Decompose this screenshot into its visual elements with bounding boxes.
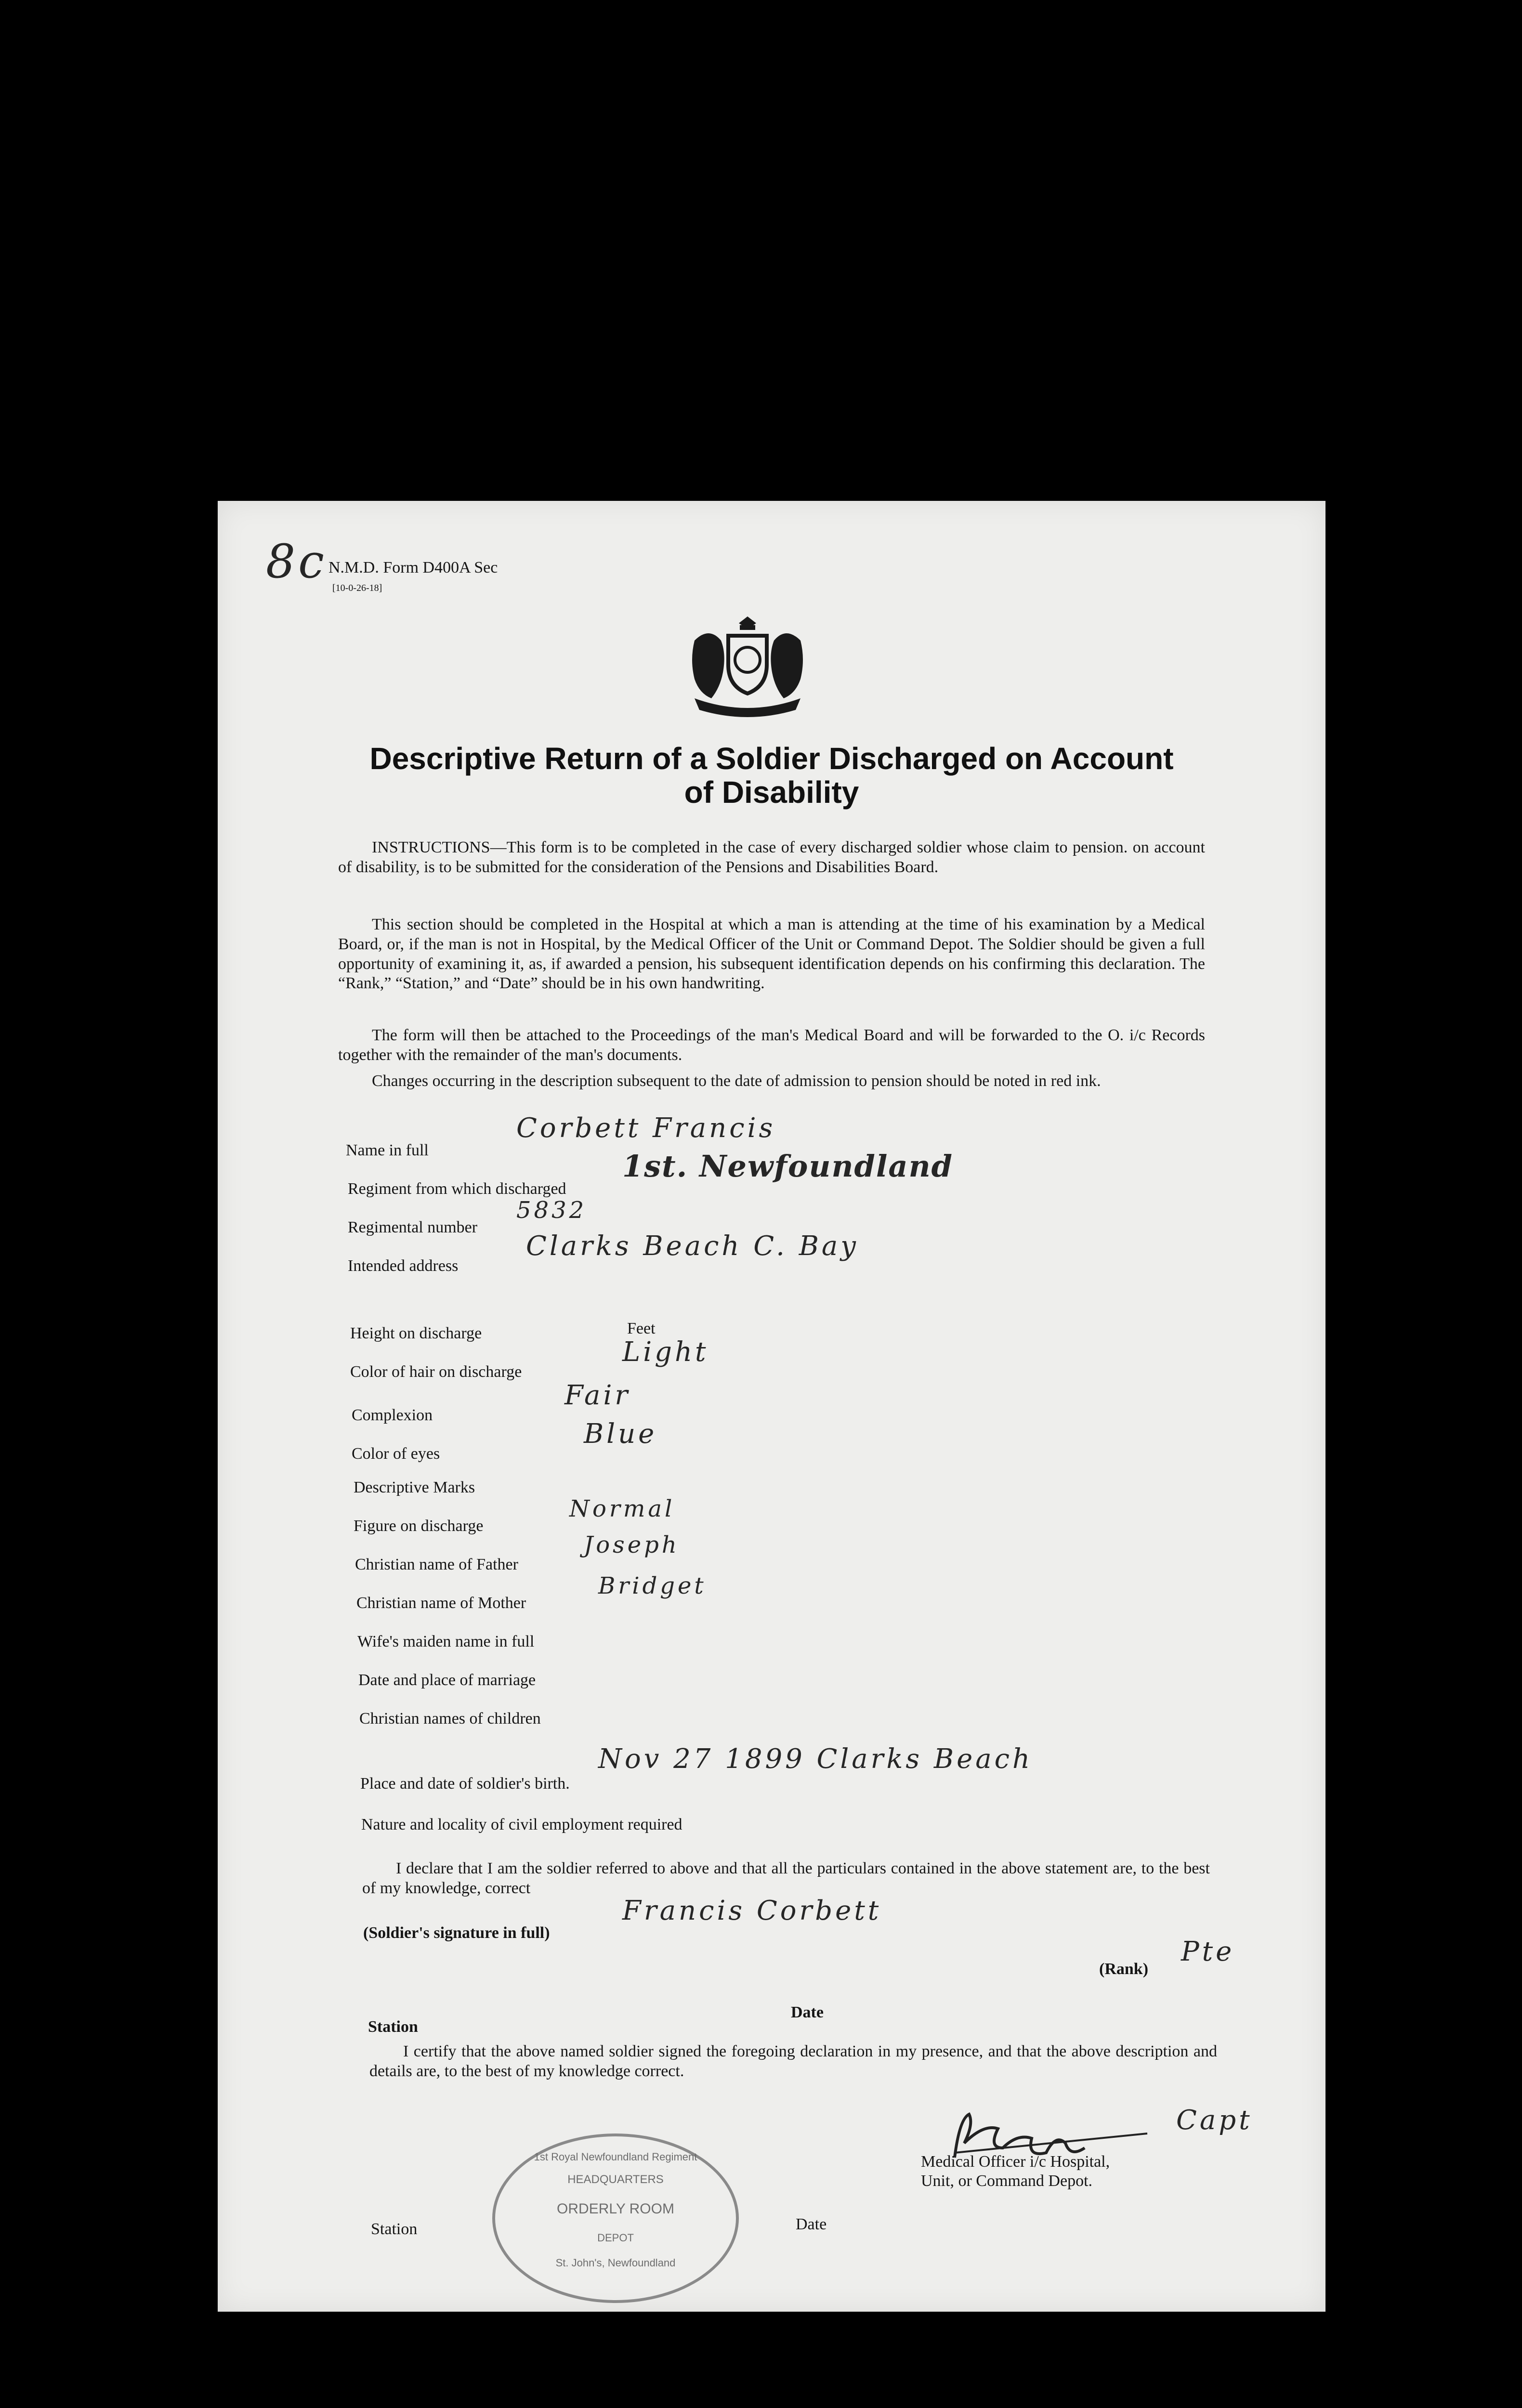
field-value-birth: Nov 27 1899 Clarks Beach — [598, 1743, 1033, 1775]
form-title-line-2: of Disability — [684, 775, 859, 810]
instructions-para-3: The form will then be attached to the Proceedings of the man's Medical Board and will be forwarded to the O. i/c Records together with the remainder of the man's documents. — [338, 1026, 1205, 1064]
field-label-eyes: Color of eyes — [352, 1445, 440, 1463]
field-label-descriptive-marks: Descriptive Marks — [354, 1479, 475, 1496]
coat-of-arms-emblem — [675, 612, 820, 718]
stamp-line-3: DEPOT — [597, 2232, 634, 2244]
officer-label-line-1: Medical Officer i/c Hospital, — [921, 2153, 1110, 2171]
field-label-height: Height on discharge — [350, 1324, 482, 1342]
field-value-eyes: Blue — [584, 1418, 657, 1450]
form-number: N.M.D. Form D400A Sec — [328, 559, 498, 576]
field-label-regiment: Regiment from which discharged — [348, 1180, 566, 1198]
field-value-complexion: Fair — [564, 1380, 631, 1411]
field-value-intended-address: Clarks Beach C. Bay — [526, 1230, 859, 1262]
document-page — [218, 501, 1325, 2312]
field-value-mother: Bridget — [598, 1572, 707, 1599]
field-label-figure: Figure on discharge — [354, 1517, 484, 1535]
field-label-father: Christian name of Father — [355, 1556, 518, 1573]
field-label-marriage: Date and place of marriage — [358, 1671, 536, 1689]
field-label-mother: Christian name of Mother — [356, 1594, 526, 1612]
field-value-hair: Light — [622, 1336, 709, 1368]
field-label-intended-address: Intended address — [348, 1257, 459, 1275]
field-label-regimental-number: Regimental number — [348, 1218, 478, 1236]
soldier-signature: Francis Corbett — [622, 1895, 882, 1926]
instructions-para-2: This section should be completed in the Hospital at which a man is attending at the time of his examination by a Medical Board, or, if the man is not in Hospital, by the Medical Officer of the Unit or Command Depot. The Soldier should be given a full opportunity of examining it, as, if awarded a pension, his subsequent identification depends on his confirming this declaration. The “Rank,” “Station,” and “Date” should be in his own handwriting. — [338, 916, 1205, 993]
field-label-children: Christian names of children — [359, 1710, 541, 1727]
date-label-2: Date — [796, 2215, 827, 2233]
field-value-regiment: 1st. Newfoundland — [622, 1149, 954, 1184]
height-feet-label: Feet — [627, 1320, 656, 1337]
field-value-regimental-number: 5832 — [516, 1197, 587, 1224]
form-title-line-1: Descriptive Return of a Soldier Discharged on Account — [369, 741, 1174, 776]
field-label-birth: Place and date of soldier's birth. — [360, 1775, 570, 1793]
field-label-civil-employment: Nature and locality of civil employment required — [361, 1816, 682, 1833]
instructions-para-1: INSTRUCTIONS—This form is to be completed in the case of every discharged soldier whose claim to pension. on account of disability, is to be submitted for the consideration of the Pensions and Disabilities Board. — [338, 838, 1205, 876]
certify-text: I certify that the above named soldier signed the foregoing declaration in my presence, and that the above description and details are, to the best of my knowledge correct. — [369, 2042, 1217, 2080]
officer-label-line-2: Unit, or Command Depot. — [921, 2172, 1093, 2190]
handwritten-mark: 8c — [266, 535, 327, 589]
rank-value: Pte — [1181, 1936, 1235, 1967]
orderly-room-stamp — [492, 2133, 739, 2303]
rank-label: (Rank) — [1099, 1960, 1149, 1978]
station-label: Station — [368, 2018, 418, 2036]
field-label-wife: Wife's maiden name in full — [357, 1633, 535, 1650]
field-label-name: Name in full — [346, 1141, 429, 1159]
print-code: [10-0-26-18] — [332, 583, 382, 593]
field-value-name: Corbett Francis — [516, 1112, 776, 1144]
soldier-signature-label: (Soldier's signature in full) — [363, 1924, 550, 1942]
date-label: Date — [791, 2003, 824, 2021]
declaration-text: I declare that I am the soldier referred to above and that all the particulars contained in the above statement are, to the best of my knowledge, correct — [362, 1859, 1210, 1897]
field-value-father: Joseph — [584, 1531, 680, 1558]
stamp-top-text: 1st Royal Newfoundland Regiment — [534, 2151, 697, 2163]
field-label-hair: Color of hair on discharge — [350, 1363, 522, 1381]
field-value-figure: Normal — [569, 1495, 675, 1522]
stamp-bottom-text: St. John's, Newfoundland — [555, 2257, 676, 2269]
officer-signature: Capt — [1176, 2105, 1253, 2136]
instructions-para-4: Changes occurring in the description subsequent to the date of admission to pension should be noted in red ink. — [372, 1072, 1101, 1090]
stamp-line-1: HEADQUARTERS — [567, 2173, 664, 2186]
station-label-2: Station — [371, 2220, 418, 2238]
form-title — [290, 742, 1253, 810]
field-label-complexion: Complexion — [352, 1406, 433, 1424]
stamp-line-2: ORDERLY ROOM — [557, 2201, 674, 2217]
